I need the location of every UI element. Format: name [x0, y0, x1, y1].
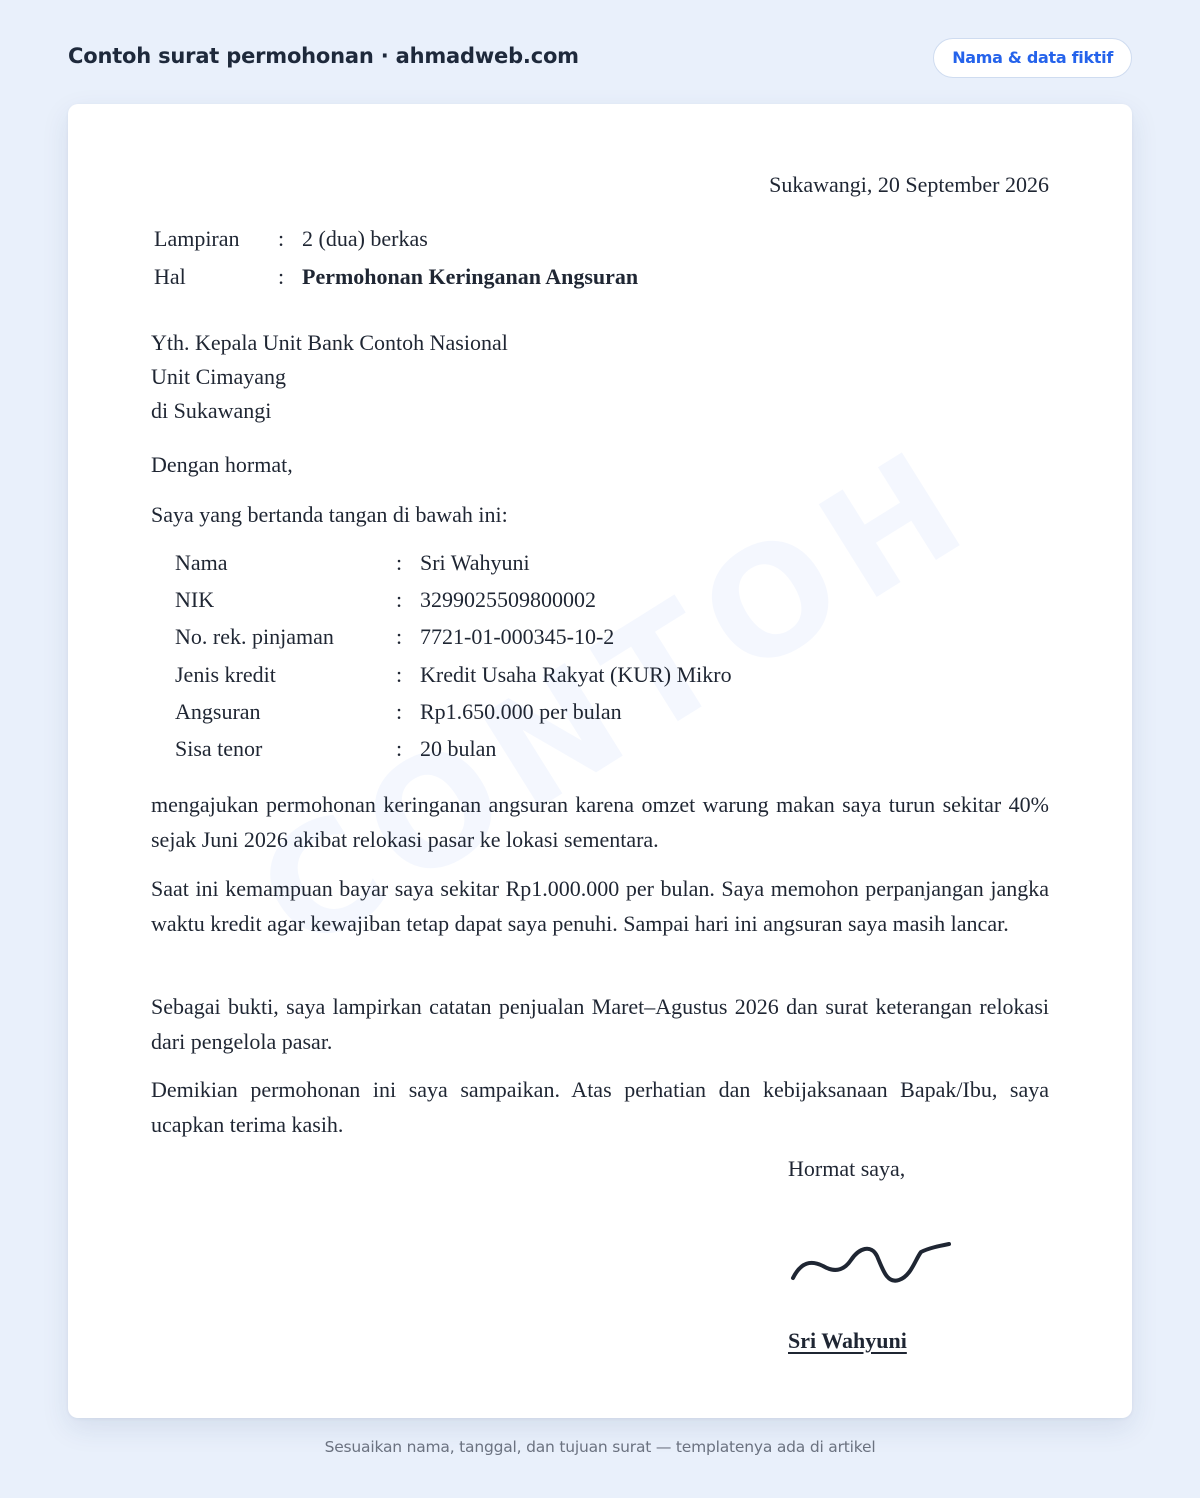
identity-label: NIK	[175, 587, 215, 613]
identity-value: 7721-01-000345-10-2	[420, 624, 615, 650]
identity-value: 20 bulan	[420, 735, 497, 761]
top-bar	[68, 38, 1132, 80]
meta-row-lampiran	[154, 226, 854, 264]
identity-label: Sisa tenor	[175, 735, 263, 761]
identity-row	[175, 699, 975, 736]
closing-line: Hormat saya,	[788, 1156, 906, 1181]
identity-colon: :	[396, 624, 403, 650]
identity-value: 3299025509800002	[420, 587, 596, 613]
meta-value: 2 (dua) berkas	[302, 226, 428, 251]
site-title: Contoh surat permohonan · ahmadweb.com	[68, 44, 579, 68]
meta-label: Hal	[154, 264, 186, 289]
meta-colon: :	[278, 264, 285, 289]
address-line: Unit Cimayang	[151, 364, 287, 389]
body-paragraph: mengajukan permohonan keringanan angsuran karena omzet warung makan saya turun sekitar 40% sejak Juni 2026 akibat relokasi pasar ke lokasi sementara.	[151, 792, 1049, 852]
body-paragraph: Sebagai bukti, saya lampirkan catatan penjualan Maret–Agustus 2026 dan surat keterangan relokasi dari pengelola pasar.	[151, 994, 1049, 1054]
identity-value: Sri Wahyuni	[420, 550, 530, 575]
meta-row-hal	[154, 264, 854, 302]
address-line: di Sukawangi	[151, 398, 272, 423]
signer-name: Sri Wahyuni	[788, 1328, 907, 1353]
identity-row	[175, 550, 975, 587]
body-paragraph: Saat ini kemampuan bayar saya sekitar Rp1.000.000 per bulan. Saya memohon perpanjangan jangka waktu kredit agar kewajiban tetap dapat saya penuhi. Sampai hari ini angsuran saya masih lancar.	[151, 876, 1049, 936]
intro-line: Saya yang bertanda tangan di bawah ini:	[151, 502, 508, 527]
meta-label: Lampiran	[154, 226, 240, 251]
identity-label: Angsuran	[175, 698, 261, 724]
identity-colon: :	[396, 587, 403, 613]
letter-meta	[154, 226, 854, 302]
recipient-address	[151, 326, 508, 428]
identity-value: Kredit Usaha Rakyat (KUR) Mikro	[420, 661, 732, 687]
footer-note: Sesuaikan nama, tanggal, dan tujuan surat — templatenya ada di artikel	[324, 1438, 876, 1456]
identity-label: No. rek. pinjaman	[175, 624, 334, 650]
identity-row	[175, 736, 975, 773]
identity-value: Rp1.650.000 per bulan	[420, 698, 622, 724]
place-date: Sukawangi, 20 September 2026	[769, 172, 1049, 197]
meta-colon: :	[278, 226, 285, 251]
identity-table	[175, 550, 975, 773]
identity-row	[175, 662, 975, 699]
identity-label: Nama	[175, 550, 228, 575]
identity-colon: :	[396, 661, 403, 687]
identity-label: Jenis kredit	[175, 661, 276, 687]
identity-colon: :	[396, 735, 403, 761]
salutation: Dengan hormat,	[151, 452, 293, 477]
fictional-data-badge: Nama & data fiktif	[933, 38, 1132, 78]
identity-colon: :	[396, 698, 403, 724]
meta-value-subject: Permohonan Keringanan Angsuran	[302, 264, 639, 289]
identity-colon: :	[396, 550, 403, 575]
body-paragraph: Demikian permohonan ini saya sampaikan. Atas perhatian dan kebijaksanaan Bapak/Ibu, saya ucapkan terima kasih.	[151, 1077, 1049, 1137]
signature-icon	[787, 1232, 957, 1298]
identity-row	[175, 587, 975, 624]
letter-paper	[68, 104, 1132, 1418]
address-line: Yth. Kepala Unit Bank Contoh Nasional	[151, 330, 508, 355]
identity-row	[175, 624, 975, 661]
